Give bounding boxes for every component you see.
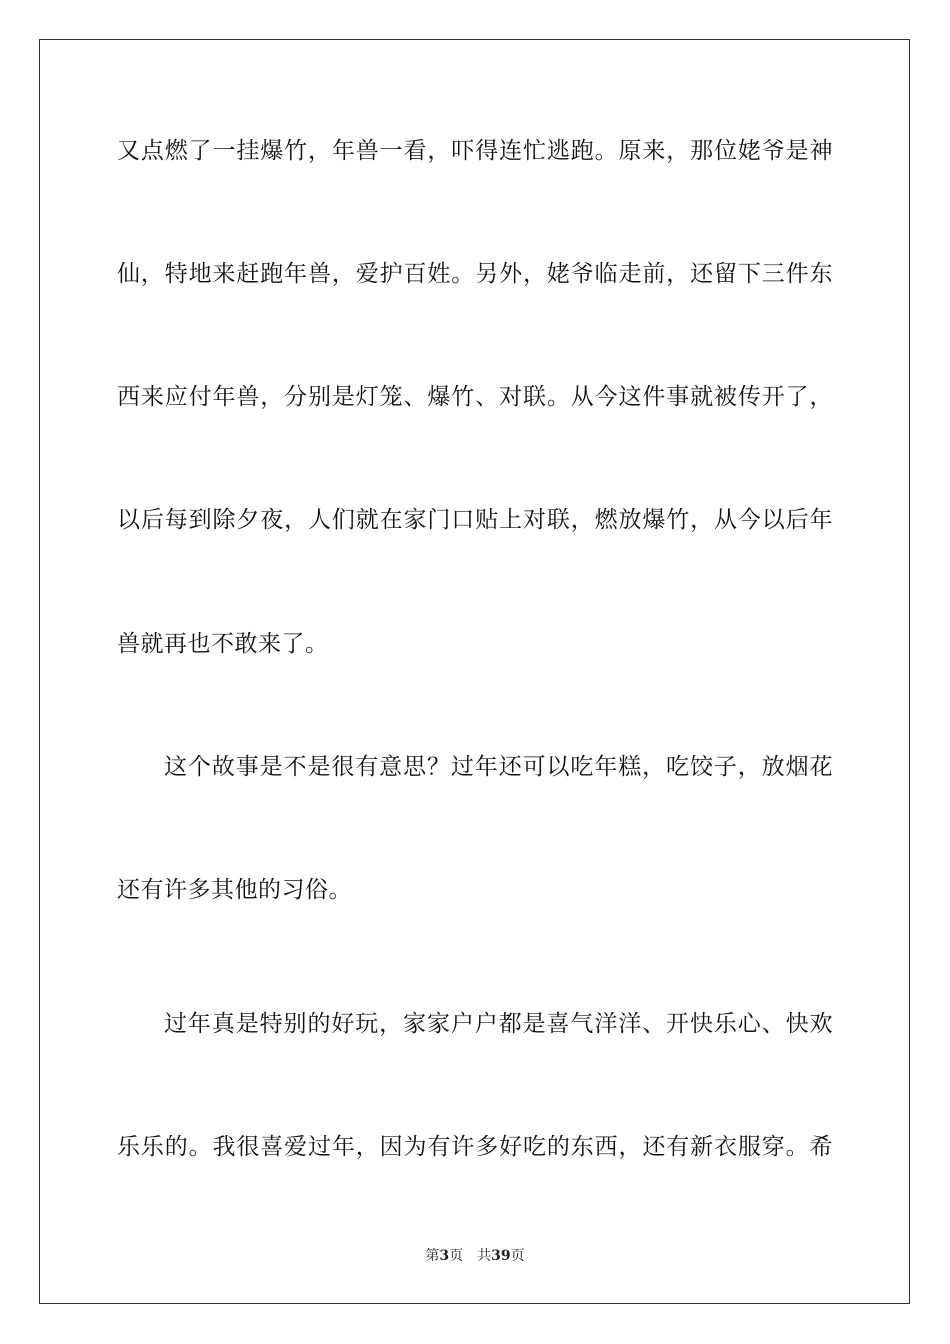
- total-pages: 39: [491, 1248, 511, 1264]
- paragraph-first-line: 这个故事是不是很有意思？过年还可以吃年糕，吃饺子，放烟花: [164, 754, 833, 780]
- page-footer: [0, 1247, 950, 1265]
- text-line: 仙，特地来赶跑年兽，爱护百姓。另外，姥爷临走前，还留下三件东: [117, 261, 833, 287]
- page-border: [39, 39, 910, 1304]
- total-suffix: 页: [510, 1248, 525, 1264]
- text-line: 西来应付年兽，分别是灯笼、爆竹、对联。从今这件事就被传开了，: [117, 384, 833, 410]
- paragraph-first-line: 过年真是特别的好玩，家家户户都是喜气洋洋、开快乐心、快欢: [164, 1011, 833, 1037]
- text-line: 兽就再也不敢来了。: [117, 631, 329, 657]
- total-prefix: 共: [477, 1248, 492, 1264]
- text-line: 还有许多其他的习俗。: [117, 877, 352, 903]
- text-line: 乐乐的。我很喜爱过年，因为有许多好吃的东西，还有新衣服穿。希: [117, 1134, 833, 1160]
- page-number: 3: [439, 1248, 450, 1264]
- text-line: 以后每到除夕夜，人们就在家门口贴上对联，燃放爆竹，从今以后年: [117, 507, 833, 533]
- text-line: 又点燃了一挂爆竹，年兽一看，吓得连忙逃跑。原来，那位姥爷是神: [117, 138, 833, 164]
- page-prefix: 第: [425, 1248, 440, 1264]
- page-suffix: 页: [449, 1248, 464, 1264]
